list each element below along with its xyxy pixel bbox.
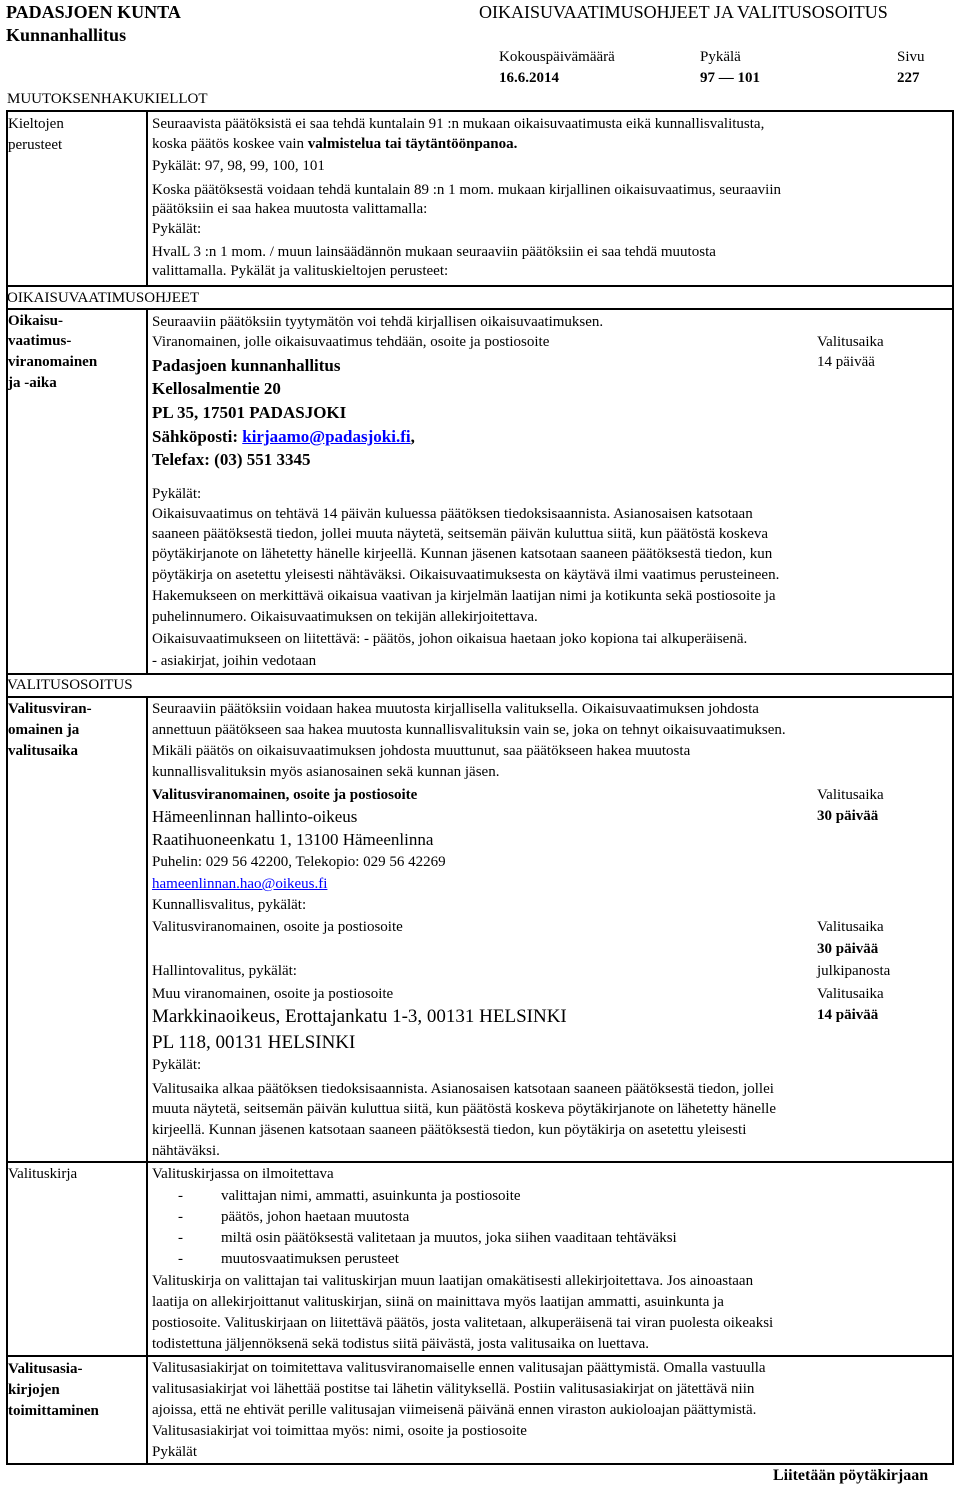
authority-line: Valitusviranomainen, osoite ja postiosoite: [152, 919, 403, 935]
authority-heading: Valitusviranomainen, osoite ja postiosoite: [152, 787, 418, 803]
divider: [6, 673, 954, 675]
page-number: 227: [897, 70, 920, 86]
court-email-link[interactable]: hameenlinnan.hao@oikeus.fi: [152, 876, 328, 892]
text-line: postiosoite. Valituskirjaan on liitettävä päätös, josta valitetaan, alkuperäisenä tai viran puolesta oikeaksi: [152, 1315, 774, 1331]
text-line: Seuraaviin päätöksiin voidaan hakea muutosta kirjallisella valituksella. Oikaisuvaatimuksen johdosta: [152, 701, 759, 717]
org-body: Kunnanhallitus: [6, 25, 127, 45]
deadline-value: 30 päivää: [817, 808, 879, 824]
text-line: Koska päätöksestä voidaan tehdä kuntalain 89 :n 1 mom. mukaan kirjallinen oikaisuvaatimus, seuraaviin: [152, 182, 782, 198]
side-label: valitusaika: [8, 743, 79, 759]
text-line: Mikäli päätös on oikaisuvaatimuksen johdosta muuttunut, saa päätökseen hakea muutosta: [152, 743, 691, 759]
prohibitions-heading: MUUTOKSENHAKUKIELLOT: [7, 91, 208, 107]
municipal-appeal: Kunnallisvalitus, pykälät:: [152, 897, 307, 913]
text-line: Valituskirjassa on ilmoitettava: [152, 1166, 334, 1182]
deadline-label: Valitusaika: [817, 334, 884, 350]
side-label: ja -aika: [8, 375, 57, 391]
divider: [6, 1161, 954, 1163]
divider: [6, 1355, 954, 1357]
side-label: Oikaisu-: [8, 313, 64, 329]
text-line: - asiakirjat, joihin vedotaan: [152, 653, 317, 669]
text-line: koska päätös koskee vain valmistelua tai täytäntöönpanoa.: [152, 136, 518, 152]
text-line: Oikaisuvaatimus on tehtävä 14 päivän kuluessa päätöksen tiedoksisaannista. Asianosaisen katsotaan: [152, 506, 753, 522]
deadline-label: Valitusaika: [817, 787, 884, 803]
side-label: omainen ja: [8, 722, 80, 738]
side-label: perusteet: [8, 137, 63, 153]
column-divider: [146, 308, 148, 674]
footer-note: Liitetään pöytäkirjaan: [773, 1467, 929, 1484]
list-item: päätös, johon haetaan muutosta: [221, 1209, 410, 1225]
text-line: pöytäkirja on asetettu yleisesti nähtäväksi. Oikaisuvaatimuksesta on käytävä ilmi vaatimus perusteineen.: [152, 567, 780, 583]
column-divider: [146, 110, 148, 286]
market-court: Markkinaoikeus, Erottajankatu 1-3, 00131 HELSINKI: [152, 1006, 567, 1027]
court-phone: Puhelin: 029 56 42200, Telekopio: 029 56 42269: [152, 854, 446, 870]
text-line: Viranomainen, jolle oikaisuvaatimus tehdään, osoite ja postiosoite: [152, 334, 550, 350]
side-label: kirjojen: [8, 1382, 60, 1398]
org-name: PADASJOEN KUNTA: [6, 2, 181, 22]
authority-email: Sähköposti: kirjaamo@padasjoki.fi,: [152, 427, 415, 446]
authority-fax: Telefax: (03) 551 3345: [152, 450, 311, 469]
side-label: viranomainen: [8, 354, 98, 370]
admin-appeal: Hallintovalitus, pykälät:: [152, 963, 297, 979]
text-line: ajoissa, että ne ehtivät perille valitusajan viimeisenä päivänä ennen viraston aukioloajan päättymistä.: [152, 1402, 757, 1418]
divider: [6, 308, 954, 310]
list-item: -: [178, 1230, 183, 1246]
side-label: Valitusasia-: [8, 1361, 83, 1377]
right-border: [952, 110, 954, 1464]
text-line: HvalL 3 :n 1 mom. / muun lainsäädännön mukaan seuraaviin päätöksiin ei saa tehdä muutosta: [152, 244, 716, 260]
section-numbers: 97 — 101: [700, 70, 760, 86]
text-line: saaneen päätöksestä tiedon, jollei muuta näytetä, seitsemän päivän kuluttua siitä, kun päätöstä koskeva: [152, 526, 769, 542]
section-label: Pykälä: [700, 49, 741, 65]
left-border: [6, 110, 8, 1464]
pykalat-line: Pykälät:: [152, 486, 202, 502]
text-line: todistettuna jäljennöksenä sekä todistus siitä päivästä, josta valitusaika on luettava.: [152, 1336, 649, 1352]
pykalat-line: Pykälät: 97, 98, 99, 100, 101: [152, 158, 325, 174]
text-line: laatija on allekirjoittanut valituskirjan, siinä on mainittava myös laatijan ammatti, asuinkunta ja: [152, 1294, 724, 1310]
text-line: Seuraavista päätöksistä ei saa tehdä kuntalain 91 :n mukaan oikaisuvaatimusta eikä kunnallisvalitusta,: [152, 116, 765, 132]
list-item: -: [178, 1188, 183, 1204]
side-label: vaatimus-: [8, 333, 72, 349]
deadline-label: Valitusaika: [817, 986, 884, 1002]
text-line: Hakemukseen on merkittävä oikaisua vaativan ja kirjelmän laatijan nimi ja kotikunta sekä postiosoite ja: [152, 588, 776, 604]
page-label: Sivu: [897, 49, 925, 65]
text-line: Valitusaika alkaa päätöksen tiedoksisaannista. Asianosaisen katsotaan saaneen päätöksestä tiedon, jollei: [152, 1081, 774, 1097]
court-street: Raatihuoneenkatu 1, 13100 Hämeenlinna: [152, 830, 434, 849]
meeting-date-label: Kokouspäivämäärä: [499, 49, 615, 65]
text-line: Valituskirja on valittajan tai valituskirjan muun laatijan omakätisesti allekirjoitettava. Jos ainoastaan: [152, 1273, 754, 1289]
deadline-value: 14 päivää: [817, 1007, 879, 1023]
market-court-pl: PL 118, 00131 HELSINKI: [152, 1032, 356, 1053]
appeal-heading: VALITUSOSOITUS: [7, 677, 133, 693]
text-line: kirjeellä. Kunnan jäsenen katsotaan saaneen päätöksestä tiedon, kun pöytäkirja on asetettu yleisesti: [152, 1122, 747, 1138]
text-line: päätöksiin ei saa hakea muutosta valittamalla:: [152, 201, 428, 217]
list-item: miltä osin päätöksestä valitetaan ja muutos, joka siihen vaaditaan tehtäväksi: [221, 1230, 677, 1246]
divider: [6, 1463, 954, 1465]
text-line: Oikaisuvaatimukseen on liitettävä: - päätös, johon oikaisua haetaan joko kopiona tai alkuperäisenä.: [152, 631, 748, 647]
list-item: -: [178, 1251, 183, 1267]
authority-name: Padasjoen kunnanhallitus: [152, 356, 341, 375]
email-link[interactable]: kirjaamo@padasjoki.fi: [242, 427, 411, 446]
text-line: Seuraaviin päätöksiin tyytymätön voi tehdä kirjallisen oikaisuvaatimuksen.: [152, 314, 604, 330]
authority-postal: PL 35, 17501 PADASJOKI: [152, 403, 347, 422]
court-name: Hämeenlinnan hallinto-oikeus: [152, 807, 358, 826]
side-label: Kieltojen: [8, 116, 64, 132]
pykalat-line: Pykälät:: [152, 221, 202, 237]
authority-street: Kellosalmentie 20: [152, 379, 281, 398]
deadline-label: Valitusaika: [817, 919, 884, 935]
divider: [6, 696, 954, 698]
deadline-value: 14 päivää: [817, 354, 875, 370]
doc-title: OIKAISUVAATIMUSOHJEET JA VALITUSOSOITUS: [479, 2, 888, 22]
claim-heading: OIKAISUVAATIMUSOHJEET: [7, 290, 200, 306]
text-line: Valitusasiakirjat voi toimittaa myös: nimi, osoite ja postiosoite: [152, 1423, 527, 1439]
divider: [6, 285, 954, 287]
text-line: kunnallisvalituksin myös asianosainen sekä kunnan jäsen.: [152, 764, 500, 780]
divider: [6, 110, 954, 112]
side-label: toimittaminen: [8, 1403, 99, 1419]
text-line: annettuun päätökseen saa hakea muutosta kunnallisvalituksin vain se, joka on tehnyt oikaisuvaatimuksen.: [152, 722, 786, 738]
text-line: valittamalla. Pykälät ja valituskieltojen perusteet:: [152, 263, 449, 279]
meeting-date: 16.6.2014: [499, 70, 559, 86]
column-divider: [146, 696, 148, 1464]
text-line: muuta näytetä, seitsemän päivän kuluttua siitä, kun päätöstä koskeva pöytäkirjanote on lähetetty hänelle: [152, 1101, 776, 1117]
text-line: Valitusasiakirjat on toimitettava valitusviranomaiselle ennen valitusajan päättymistä. Omalla vastuulla: [152, 1360, 766, 1376]
text-line: valitusasiakirjat voi lähettää postitse tai lähetin välityksellä. Postiin valitusasiakirjat on jätettävä niin: [152, 1381, 755, 1397]
deadline-value: 30 päivää: [817, 941, 879, 957]
other-authority: Muu viranomainen, osoite ja postiosoite: [152, 986, 394, 1002]
pykalat-line: Pykälät:: [152, 1057, 202, 1073]
text-line: puhelinnumero. Oikaisuvaatimuksen on tekijän allekirjoitettava.: [152, 609, 538, 625]
deadline-note: julkipanosta: [817, 963, 891, 979]
list-item: valittajan nimi, ammatti, asuinkunta ja postiosoite: [221, 1188, 521, 1204]
text-line: pöytäkirjanote on lähetetty hänelle kirjeellä. Kunnan jäsenen katsotaan saaneen päätöksestä tiedon, kun: [152, 546, 773, 562]
side-label: Valituskirja: [8, 1166, 78, 1182]
text-line: nähtäväksi.: [152, 1143, 220, 1159]
list-item: -: [178, 1209, 183, 1225]
list-item: muutosvaatimuksen perusteet: [221, 1251, 399, 1267]
text-line: Pykälät: [152, 1444, 197, 1460]
side-label: Valitusviran-: [8, 701, 92, 717]
court-email: [152, 875, 327, 895]
